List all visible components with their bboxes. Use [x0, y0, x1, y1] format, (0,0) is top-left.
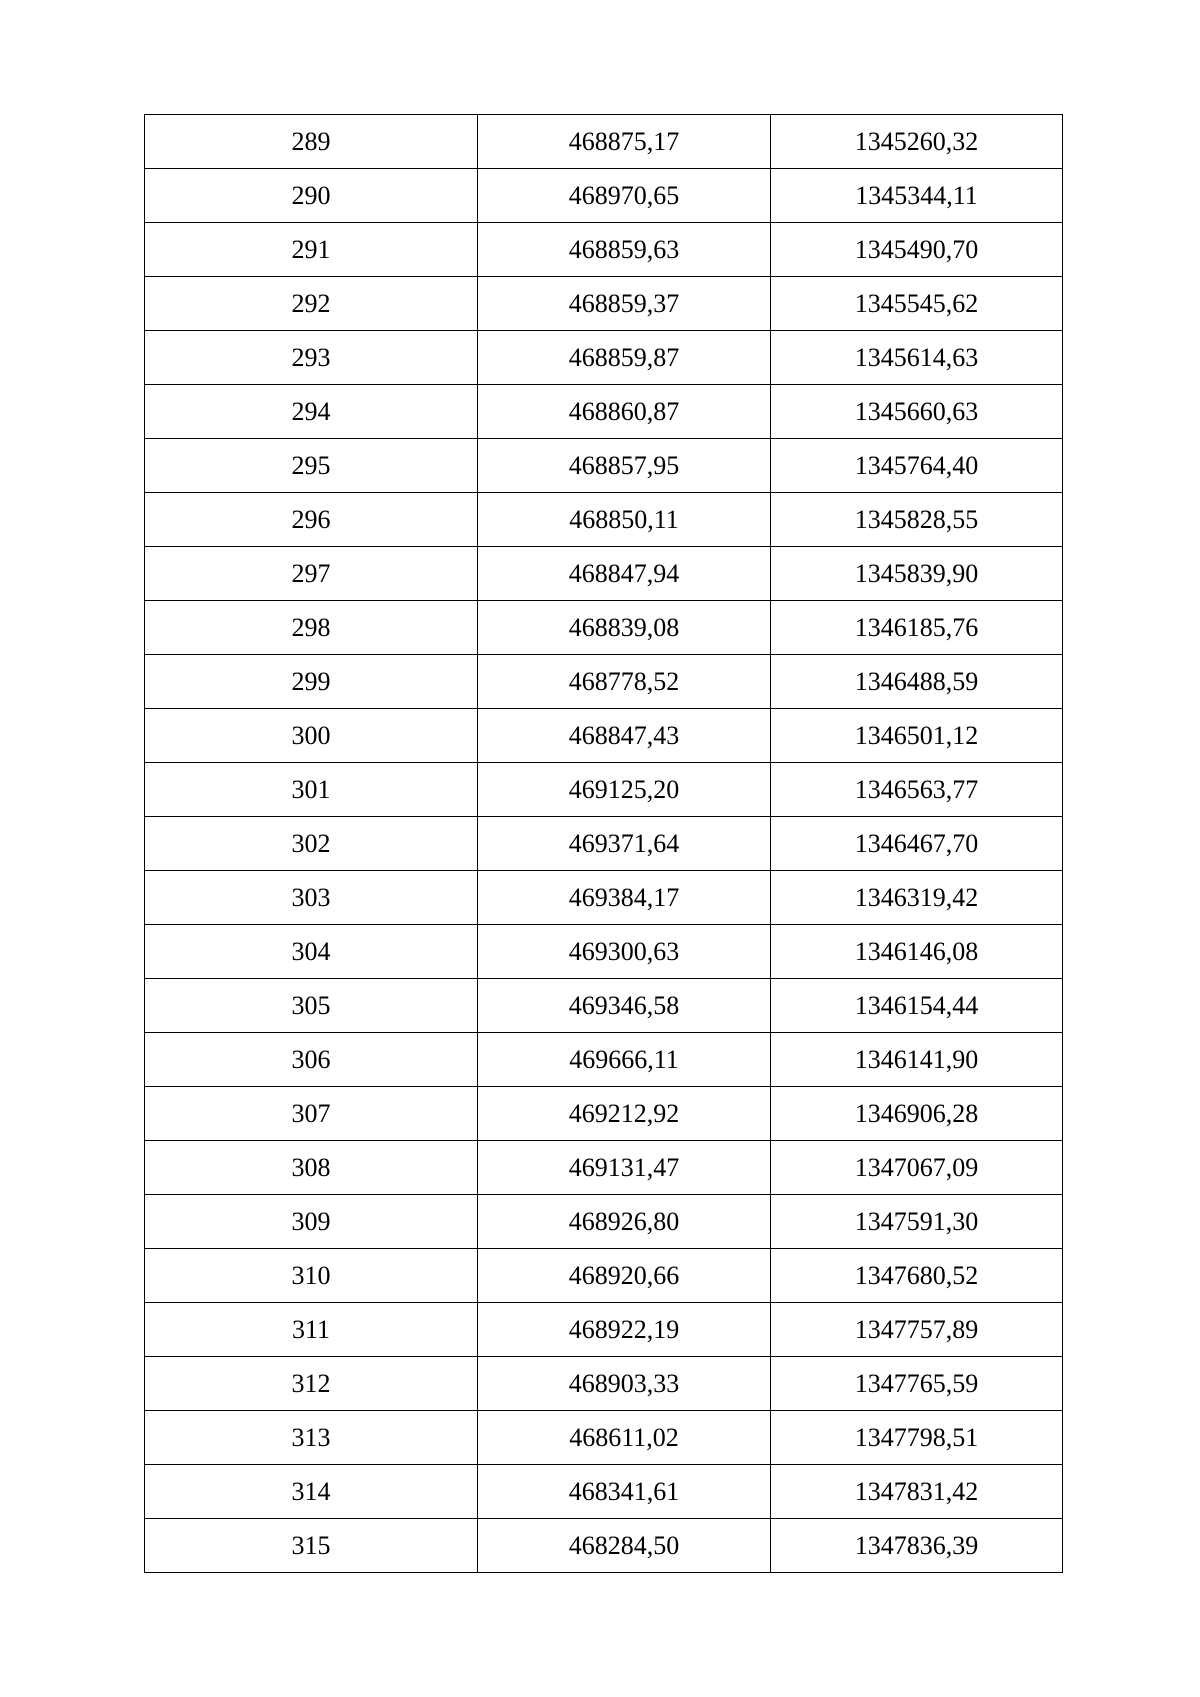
point-number-cell: 297 [145, 547, 478, 601]
x-coordinate-cell: 468847,43 [478, 709, 771, 763]
point-number-cell: 309 [145, 1195, 478, 1249]
table-row [145, 763, 1063, 817]
y-coordinate-cell: 1347680,52 [771, 1249, 1063, 1303]
y-coordinate-cell: 1346906,28 [771, 1087, 1063, 1141]
y-coordinate-cell: 1346141,90 [771, 1033, 1063, 1087]
x-coordinate-cell: 469212,92 [478, 1087, 771, 1141]
point-number-cell: 302 [145, 817, 478, 871]
y-coordinate-cell: 1346185,76 [771, 601, 1063, 655]
y-coordinate-cell: 1347757,89 [771, 1303, 1063, 1357]
x-coordinate-cell: 468926,80 [478, 1195, 771, 1249]
y-coordinate-cell: 1346154,44 [771, 979, 1063, 1033]
table-row [145, 385, 1063, 439]
table-row [145, 979, 1063, 1033]
y-coordinate-cell: 1345490,70 [771, 223, 1063, 277]
y-coordinate-cell: 1346501,12 [771, 709, 1063, 763]
y-coordinate-cell: 1346563,77 [771, 763, 1063, 817]
x-coordinate-cell: 468839,08 [478, 601, 771, 655]
table-row [145, 1087, 1063, 1141]
table-row [145, 1303, 1063, 1357]
point-number-cell: 295 [145, 439, 478, 493]
table-row [145, 871, 1063, 925]
point-number-cell: 315 [145, 1519, 478, 1573]
point-number-cell: 313 [145, 1411, 478, 1465]
y-coordinate-cell: 1347831,42 [771, 1465, 1063, 1519]
point-number-cell: 296 [145, 493, 478, 547]
point-number-cell: 314 [145, 1465, 478, 1519]
y-coordinate-cell: 1345828,55 [771, 493, 1063, 547]
y-coordinate-cell: 1345344,11 [771, 169, 1063, 223]
x-coordinate-cell: 468875,17 [478, 115, 771, 169]
y-coordinate-cell: 1346319,42 [771, 871, 1063, 925]
point-number-cell: 298 [145, 601, 478, 655]
table-row [145, 1249, 1063, 1303]
y-coordinate-cell: 1347836,39 [771, 1519, 1063, 1573]
x-coordinate-cell: 469384,17 [478, 871, 771, 925]
x-coordinate-cell: 468903,33 [478, 1357, 771, 1411]
y-coordinate-cell: 1345660,63 [771, 385, 1063, 439]
y-coordinate-cell: 1346146,08 [771, 925, 1063, 979]
y-coordinate-cell: 1346467,70 [771, 817, 1063, 871]
y-coordinate-cell: 1347798,51 [771, 1411, 1063, 1465]
table-row [145, 493, 1063, 547]
point-number-cell: 305 [145, 979, 478, 1033]
table-row [145, 817, 1063, 871]
table-row [145, 925, 1063, 979]
point-number-cell: 306 [145, 1033, 478, 1087]
point-number-cell: 311 [145, 1303, 478, 1357]
x-coordinate-cell: 468857,95 [478, 439, 771, 493]
coordinates-table-body [145, 115, 1063, 1573]
table-row [145, 1033, 1063, 1087]
point-number-cell: 307 [145, 1087, 478, 1141]
x-coordinate-cell: 468920,66 [478, 1249, 771, 1303]
table-row [145, 223, 1063, 277]
x-coordinate-cell: 468341,61 [478, 1465, 771, 1519]
point-number-cell: 303 [145, 871, 478, 925]
point-number-cell: 308 [145, 1141, 478, 1195]
table-row [145, 1519, 1063, 1573]
x-coordinate-cell: 468860,87 [478, 385, 771, 439]
x-coordinate-cell: 469125,20 [478, 763, 771, 817]
point-number-cell: 293 [145, 331, 478, 385]
x-coordinate-cell: 468859,87 [478, 331, 771, 385]
table-row [145, 169, 1063, 223]
table-row [145, 115, 1063, 169]
point-number-cell: 290 [145, 169, 478, 223]
table-row [145, 439, 1063, 493]
point-number-cell: 300 [145, 709, 478, 763]
point-number-cell: 301 [145, 763, 478, 817]
y-coordinate-cell: 1345839,90 [771, 547, 1063, 601]
point-number-cell: 310 [145, 1249, 478, 1303]
y-coordinate-cell: 1345614,63 [771, 331, 1063, 385]
point-number-cell: 312 [145, 1357, 478, 1411]
point-number-cell: 299 [145, 655, 478, 709]
x-coordinate-cell: 468859,63 [478, 223, 771, 277]
table-row [145, 601, 1063, 655]
x-coordinate-cell: 468611,02 [478, 1411, 771, 1465]
table-row [145, 1195, 1063, 1249]
table-row [145, 277, 1063, 331]
table-row [145, 1411, 1063, 1465]
x-coordinate-cell: 469666,11 [478, 1033, 771, 1087]
y-coordinate-cell: 1346488,59 [771, 655, 1063, 709]
point-number-cell: 291 [145, 223, 478, 277]
point-number-cell: 289 [145, 115, 478, 169]
point-number-cell: 292 [145, 277, 478, 331]
table-row [145, 709, 1063, 763]
x-coordinate-cell: 468778,52 [478, 655, 771, 709]
x-coordinate-cell: 468850,11 [478, 493, 771, 547]
x-coordinate-cell: 468284,50 [478, 1519, 771, 1573]
point-number-cell: 294 [145, 385, 478, 439]
table-row [145, 1141, 1063, 1195]
x-coordinate-cell: 468859,37 [478, 277, 771, 331]
x-coordinate-cell: 468847,94 [478, 547, 771, 601]
table-row [145, 547, 1063, 601]
x-coordinate-cell: 469300,63 [478, 925, 771, 979]
y-coordinate-cell: 1347067,09 [771, 1141, 1063, 1195]
x-coordinate-cell: 468970,65 [478, 169, 771, 223]
x-coordinate-cell: 469371,64 [478, 817, 771, 871]
table-row [145, 1465, 1063, 1519]
table-row [145, 655, 1063, 709]
coordinates-table [144, 114, 1063, 1573]
table-row [145, 331, 1063, 385]
x-coordinate-cell: 468922,19 [478, 1303, 771, 1357]
y-coordinate-cell: 1345260,32 [771, 115, 1063, 169]
y-coordinate-cell: 1347591,30 [771, 1195, 1063, 1249]
x-coordinate-cell: 469131,47 [478, 1141, 771, 1195]
table-row [145, 1357, 1063, 1411]
y-coordinate-cell: 1345545,62 [771, 277, 1063, 331]
point-number-cell: 304 [145, 925, 478, 979]
x-coordinate-cell: 469346,58 [478, 979, 771, 1033]
y-coordinate-cell: 1345764,40 [771, 439, 1063, 493]
y-coordinate-cell: 1347765,59 [771, 1357, 1063, 1411]
